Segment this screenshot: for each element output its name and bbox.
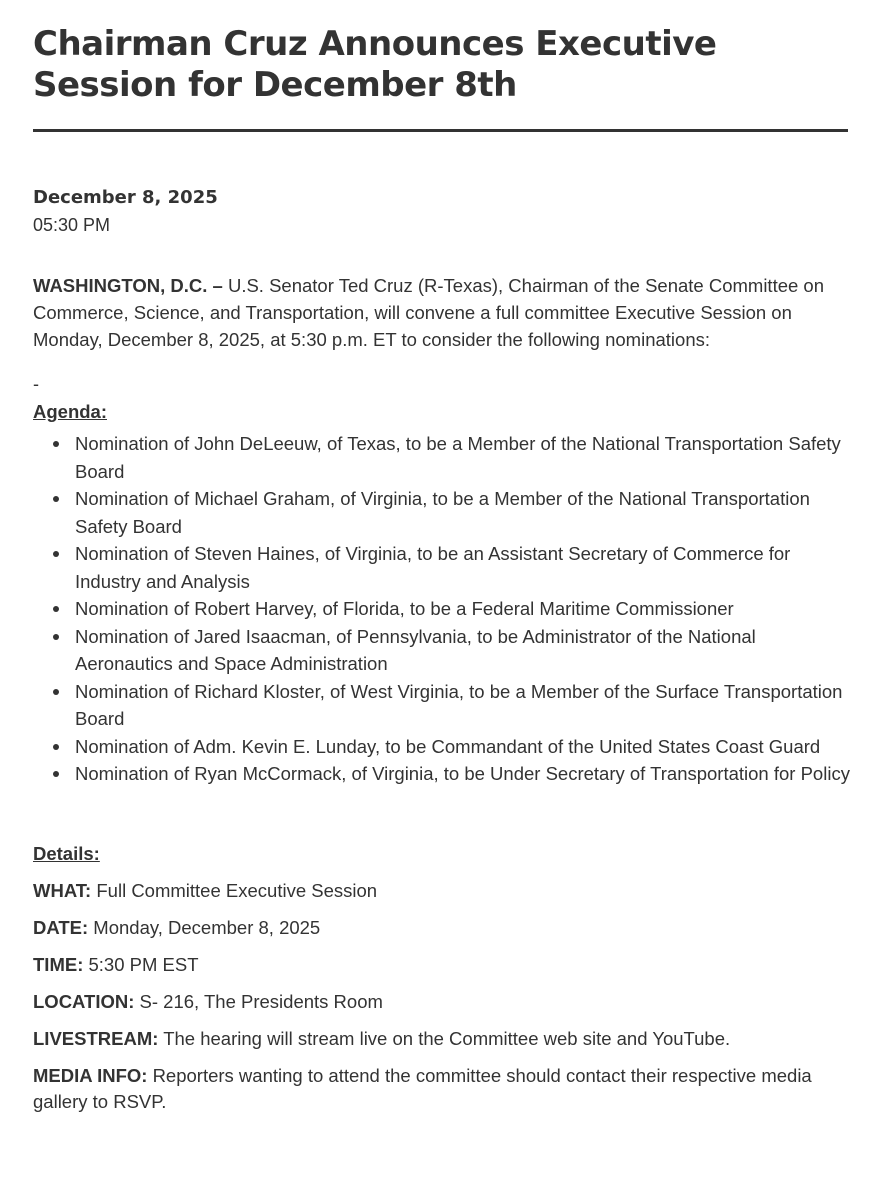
release-time: 05:30 PM xyxy=(33,215,111,235)
detail-value: Reporters wanting to attend the committee should contact their respective media gallery to RSVP. xyxy=(33,1064,812,1112)
detail-label: TIME: xyxy=(33,953,84,975)
detail-label: MEDIA INFO: xyxy=(33,1064,148,1086)
detail-value: Monday, December 8, 2025 xyxy=(93,916,321,938)
detail-label: LOCATION: xyxy=(33,990,135,1012)
agenda-item-text: Nomination of John DeLeeuw, of Texas, to be a Member of the National Transportation Safety Board xyxy=(75,433,841,482)
agenda-list xyxy=(33,430,851,788)
release-date: December 8, 2025 xyxy=(33,187,218,208)
bullet-icon xyxy=(53,689,59,695)
list-item xyxy=(33,623,850,678)
detail-value: The hearing will stream live on the Committee web site and YouTube. xyxy=(163,1027,731,1049)
agenda-item-text: Nomination of Ryan McCormack, of Virginia, to be Under Secretary of Transportation for Policy xyxy=(75,763,850,784)
detail-what xyxy=(33,878,843,904)
detail-time xyxy=(33,952,843,978)
detail-date xyxy=(33,915,843,941)
detail-value: S- 216, The Presidents Room xyxy=(139,990,383,1012)
detail-media-info xyxy=(33,1063,843,1115)
bullet-icon xyxy=(53,441,59,447)
detail-label: LIVESTREAM: xyxy=(33,1027,159,1049)
title-divider xyxy=(33,129,848,132)
bullet-icon xyxy=(53,744,59,750)
details-heading: Details: xyxy=(33,842,100,864)
bullet-icon xyxy=(53,771,59,777)
agenda-item-text: Nomination of Michael Graham, of Virginia, to be a Member of the National Transportation Safety Board xyxy=(75,488,810,537)
list-item xyxy=(33,760,850,788)
separator-dash: - xyxy=(33,374,39,394)
detail-livestream xyxy=(33,1026,843,1052)
list-item xyxy=(33,485,850,540)
detail-label: WHAT: xyxy=(33,879,92,901)
lead-text: U.S. Senator Ted Cruz (R-Texas), Chairman of the Senate Committee on Commerce, Science, and Transportation, will convene a full committee Executive Session on Monday, December 8, 2025, at 5:30 p.m. ET to consider the following nominations: xyxy=(33,275,824,350)
list-item xyxy=(33,678,850,733)
agenda-item-text: Nomination of Adm. Kevin E. Lunday, to be Commandant of the United States Coast Guard xyxy=(75,735,821,757)
agenda-heading: Agenda: xyxy=(33,401,107,422)
list-item xyxy=(33,595,850,623)
list-item xyxy=(33,540,850,595)
detail-value: 5:30 PM EST xyxy=(88,953,199,975)
press-release xyxy=(33,0,851,1115)
bullet-icon xyxy=(53,496,59,502)
agenda-item-text: Nomination of Robert Harvey, of Florida, to be a Federal Maritime Commissioner xyxy=(75,598,734,619)
bullet-icon xyxy=(53,606,59,612)
lead-paragraph xyxy=(33,272,843,353)
detail-value: Full Committee Executive Session xyxy=(96,879,378,901)
dateline-label: WASHINGTON, D.C. – xyxy=(33,275,223,296)
page-title: Chairman Cruz Announces Executive Session for December 8th xyxy=(33,24,717,105)
detail-label: DATE: xyxy=(33,916,89,938)
list-item xyxy=(33,430,850,485)
list-item xyxy=(33,733,850,761)
detail-location xyxy=(33,989,843,1015)
agenda-item-text: Nomination of Richard Kloster, of West Virginia, to be a Member of the Surface Transportation Board xyxy=(75,680,843,729)
bullet-icon xyxy=(53,551,59,557)
agenda-item-text: Nomination of Jared Isaacman, of Pennsylvania, to be Administrator of the National Aeronautics and Space Administration xyxy=(75,625,756,674)
bullet-icon xyxy=(53,634,59,640)
agenda-item-text: Nomination of Steven Haines, of Virginia, to be an Assistant Secretary of Commerce for Industry and Analysis xyxy=(75,543,791,592)
